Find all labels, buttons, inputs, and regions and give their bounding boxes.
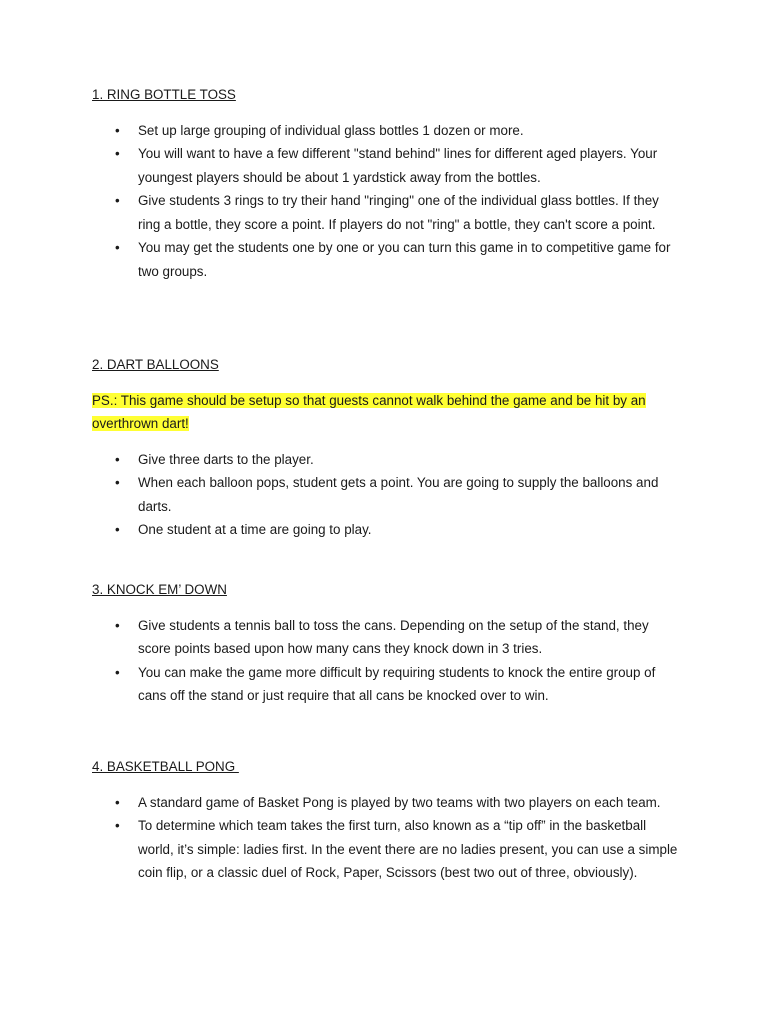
list-item-text: You may get the students one by one or you can turn this game in to competitive game for two groups. — [138, 240, 671, 279]
bullet-icon: • — [115, 475, 120, 490]
list-item — [92, 189, 678, 236]
bullet-icon: • — [115, 146, 120, 161]
bullet-icon: • — [115, 617, 120, 633]
list-item — [92, 142, 678, 189]
bullet-icon: • — [115, 122, 120, 138]
section-ring-bottle-toss — [92, 83, 692, 283]
list-item-text: A standard game of Basket Pong is played by two teams with two players on each team. — [138, 794, 661, 810]
list-item-text: One student at a time are going to play. — [138, 522, 372, 537]
bullet-icon: • — [115, 451, 120, 467]
list-item-text: To determine which team takes the first turn, also known as a “tip off” in the basketball world, it’s simple: ladies first. In the event there are no ladies present, you can use a simple coin flip, or a classic duel of Rock, Paper, Scissors (best two out of three, obviously). — [138, 818, 678, 880]
list-item — [92, 518, 678, 542]
list-item — [92, 119, 678, 143]
section-knock-em-down — [92, 578, 692, 708]
list-item — [92, 814, 678, 885]
highlight-note — [92, 389, 672, 436]
section-heading: 2. DART BALLOONS — [92, 357, 219, 372]
list-item-text: You will want to have a few different "stand behind" lines for different aged players. Your youngest players should be about 1 yardstick away from the bottles. — [138, 146, 658, 185]
list-item — [92, 471, 678, 518]
section-heading: 1. RING BOTTLE TOSS — [92, 87, 236, 102]
list-item-text: Set up large grouping of individual glass bottles 1 dozen or more. — [138, 122, 524, 138]
section-heading: 3. KNOCK EM’ DOWN — [92, 582, 227, 597]
section-heading: 4. BASKETBALL PONG — [92, 759, 239, 774]
bullet-list — [92, 448, 692, 542]
highlighted-warning-text: PS.: This game should be setup so that guests cannot walk behind the game and be hit by an overthrown dart! — [92, 392, 646, 431]
list-item — [92, 236, 678, 283]
list-item-text: Give students a tennis ball to toss the cans. Depending on the setup of the stand, they score points based upon how many cans they knock down in 3 tries. — [138, 617, 649, 656]
section-basketball-pong — [92, 755, 692, 885]
list-item-text: You can make the game more difficult by requiring students to knock the entire group of cans off the stand or just require that all cans be knocked over to win. — [138, 664, 656, 703]
bullet-list — [92, 614, 692, 708]
bullet-icon: • — [115, 794, 120, 810]
list-item — [92, 791, 678, 815]
bullet-icon: • — [115, 818, 120, 833]
bullet-icon: • — [115, 240, 120, 255]
bullet-list — [92, 119, 692, 284]
list-item — [92, 448, 678, 472]
section-dart-balloons — [92, 353, 692, 542]
list-item — [92, 661, 678, 708]
list-item-text: Give three darts to the player. — [138, 451, 314, 467]
bullet-list — [92, 791, 692, 885]
list-item-text: When each balloon pops, student gets a point. You are going to supply the balloons and darts. — [138, 475, 659, 514]
bullet-icon: • — [115, 193, 120, 208]
bullet-icon: • — [115, 664, 120, 680]
bullet-icon: • — [115, 522, 120, 537]
list-item — [92, 614, 678, 661]
list-item-text: Give students 3 rings to try their hand "ringing" one of the individual glass bottles. If they ring a bottle, they score a point. If players do not "ring" a bottle, they can't score a point. — [138, 193, 659, 232]
